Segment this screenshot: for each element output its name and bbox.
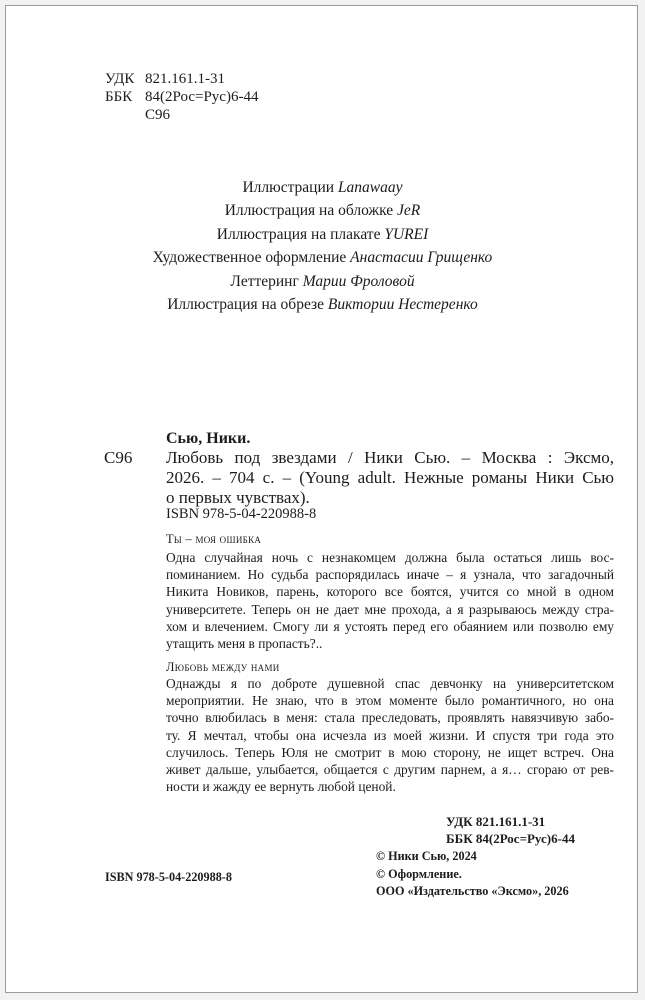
annotation-text: Однажды я по доброте душевной спас девчонку на университетском мероприятии. Не знаю, что в этом моменте было романтичного, но она точно влюбилась в меня: стала преследовать, проявлять навязчивую забо- ту. Я мечтал, чтобы она исчезла из моей жизни. И спустя три года это случилось. Теперь Юля не смотрит в мою сторону, не ищет встреч. Она живет дальше, улыбается, общается с другим парнем, а я… сгораю от рев- ности и жажду ее вернуть любой ценой. (166, 676, 614, 795)
credit-line: Иллюстрации Lanawaay (242, 179, 403, 196)
footer-classification (446, 813, 575, 847)
bib-line: Любовь под звездами / Ники Сью. – Москва : Эксмо, (166, 448, 614, 467)
credit-line: Иллюстрация на обложке JeR (224, 202, 421, 220)
credit-line: Иллюстрация на обрезе Виктории Нестеренко (167, 296, 478, 314)
udk-label: УДК (105, 71, 135, 87)
bib-author-mark: С96 (104, 448, 133, 467)
copyright-design: © Оформление. (376, 866, 462, 881)
annotation-title: Любовь между нами (166, 660, 280, 674)
copyright-publisher: ООО «Издательство «Эксмо», 2026 (376, 884, 569, 899)
bibliographic-description (166, 448, 614, 508)
bib-line: о первых чувствах). (166, 488, 310, 507)
credit-line: Художественное оформление Анастасии Грищенко (152, 249, 493, 267)
illustration-credits (6, 176, 639, 316)
credit-line: Иллюстрация на плакате YUREI (216, 225, 429, 243)
bbk-value: 84(2Рос=Рус)6-44 (145, 89, 259, 105)
annotation-title: Ты – моя ошибка (166, 532, 262, 546)
bbk-label: ББК (105, 89, 133, 105)
book-imprint-page (5, 5, 638, 993)
copyright-block (376, 848, 569, 901)
udk-value: 821.161.1-31 (145, 71, 225, 87)
author-heading: Сью, Ники. (166, 430, 251, 447)
credit-line: Леттеринг Марии Фроловой (230, 272, 415, 290)
footer-udk: УДК 821.161.1-31 (446, 814, 546, 829)
footer-isbn: ISBN 978-5-04-220988-8 (105, 870, 232, 884)
bib-line: 2026. – 704 с. – (Young adult. Нежные романы Ники Сью (166, 468, 614, 487)
footer-bbk: ББК 84(2Рос=Рус)6-44 (446, 831, 575, 846)
copyright-author: © Ники Сью, 2024 (376, 849, 477, 863)
annotation-text: Одна случайная ночь с незнакомцем должна была остаться лишь вос- поминанием. Но судьба распорядилась иначе – я узнала, что загадочный Никита Новиков, парень, которого все боятся, учится со мной в одном университете. Теперь он не дает мне прохода, а я разрываюсь между стра- хом и влечением. Смогу ли я устоять перед его обаянием или позволю ему утащить меня в пропасть?.. (166, 550, 614, 652)
classification-codes (105, 70, 258, 124)
isbn-main: ISBN 978-5-04-220988-8 (166, 506, 317, 522)
author-mark: С96 (145, 107, 171, 123)
